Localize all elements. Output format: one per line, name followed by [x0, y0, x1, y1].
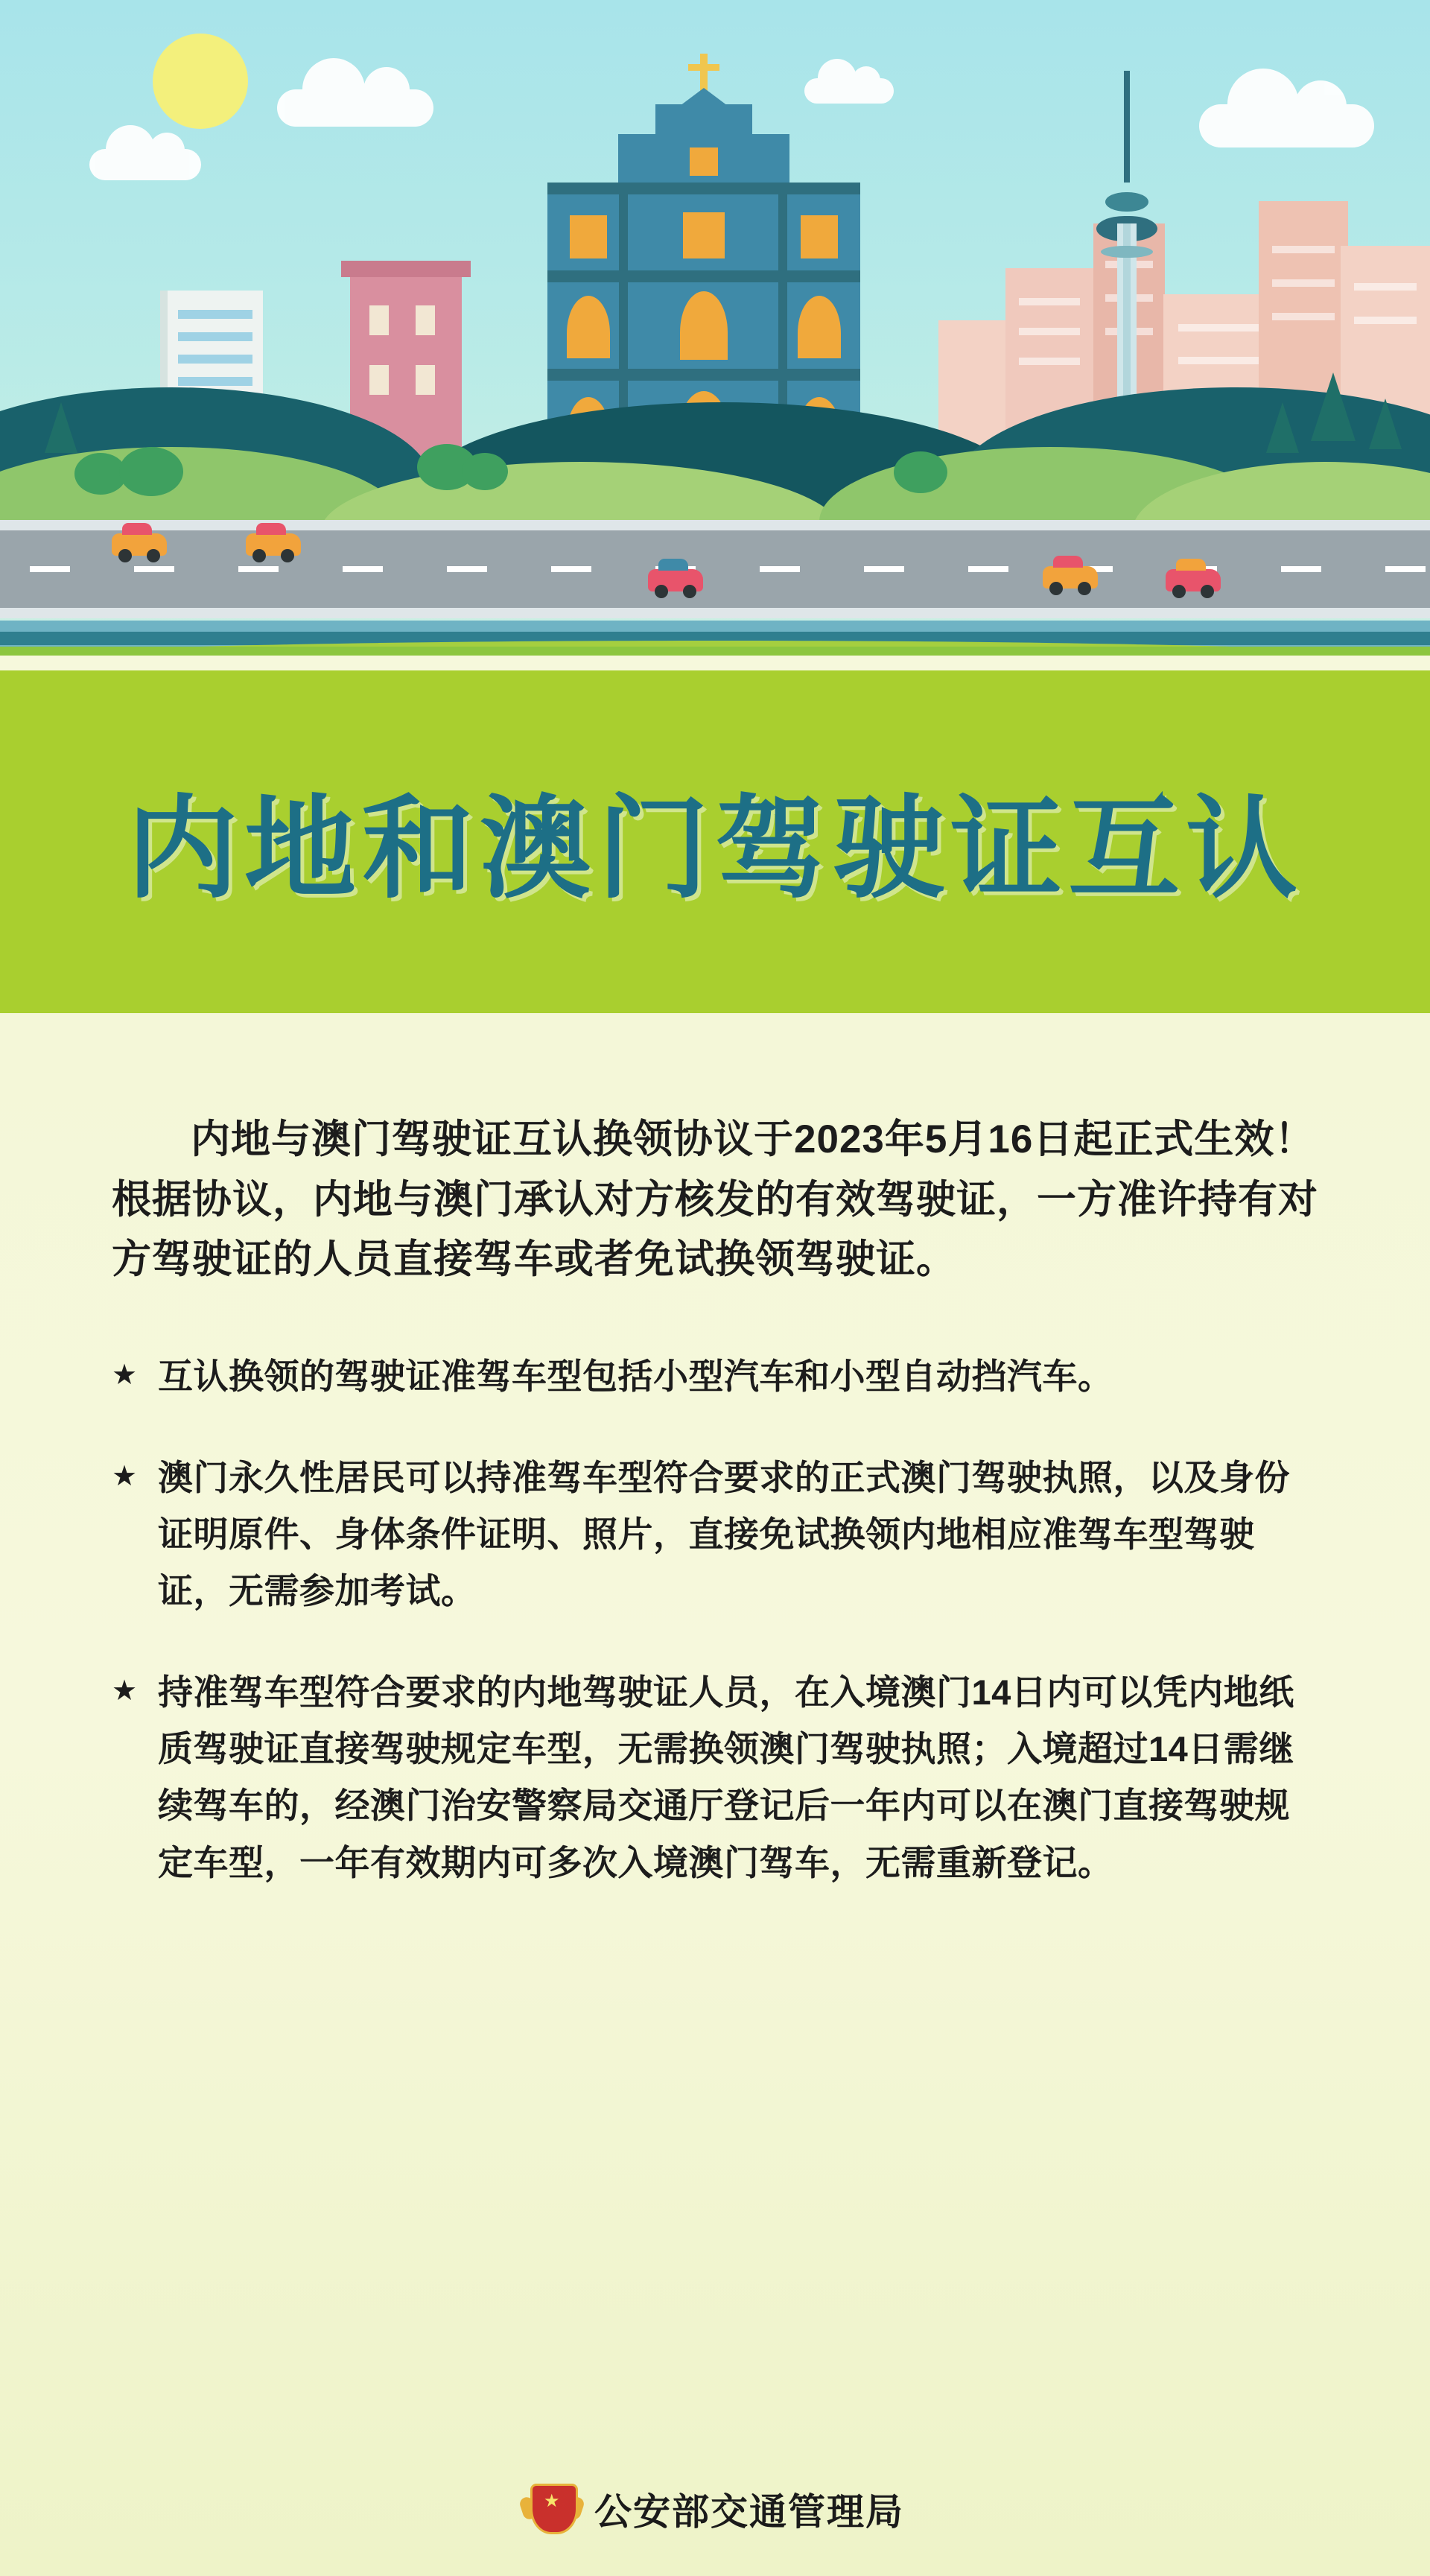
cloud-icon	[277, 89, 433, 127]
car-icon	[648, 569, 703, 591]
macau-tower-icon	[1105, 192, 1148, 212]
tree-icon	[45, 402, 77, 453]
content-area	[0, 1013, 1430, 2576]
title-band	[0, 670, 1430, 1013]
car-icon	[112, 533, 167, 556]
macau-tower-icon	[1124, 71, 1130, 183]
list-item	[112, 1664, 1318, 1891]
cross-icon	[700, 54, 708, 91]
cloud-icon	[1199, 104, 1374, 147]
police-badge-icon	[526, 2481, 578, 2537]
cloud-icon	[89, 149, 201, 180]
list-item	[112, 1450, 1318, 1619]
header-illustration	[0, 0, 1430, 656]
car-icon	[1043, 566, 1098, 589]
list-item	[112, 1348, 1318, 1405]
bush-icon	[894, 451, 947, 493]
list-item-text: 澳门永久性居民可以持准驾车型符合要求的正式澳门驾驶执照，以及身份证明原件、身体条件证明、照片，直接免试换领内地相应准驾车型驾驶证，无需参加考试。	[158, 1457, 1290, 1611]
ruins-of-st-pauls-icon	[618, 134, 789, 188]
star-bullet-icon: ★	[112, 1675, 138, 1707]
sun-icon	[153, 34, 248, 129]
list-item-text: 互认换领的驾驶证准驾车型包括小型汽车和小型自动挡汽车。	[158, 1356, 1113, 1396]
tree-icon	[1369, 399, 1402, 449]
road	[0, 520, 1430, 621]
tree-icon	[1266, 402, 1299, 453]
star-bullet-icon: ★	[112, 1460, 138, 1492]
badge-star-icon: ★	[544, 2491, 560, 2511]
page-title: 内地和澳门驾驶证互认	[126, 788, 1303, 912]
car-icon	[246, 533, 301, 556]
footer	[0, 2481, 1430, 2537]
cloud-icon	[804, 78, 894, 104]
macau-tower-icon	[1101, 246, 1153, 258]
organization-name: 公安部交通管理局	[594, 2491, 904, 2533]
star-bullet-icon: ★	[112, 1359, 138, 1391]
lead-paragraph: 内地与澳门驾驶证互认换领协议于2023年5月16日起正式生效！根据协议，内地与澳门承认对方核发的有效驾驶证，一方准许持有对方驾驶证的人员直接驾车或者免试换领驾驶证。	[112, 1117, 1318, 1282]
grass-wave	[0, 647, 1430, 656]
tree-icon	[1311, 372, 1356, 441]
car-icon	[1166, 569, 1221, 591]
bush-icon	[462, 453, 508, 490]
bush-icon	[119, 447, 183, 496]
list-item-text: 持准驾车型符合要求的内地驾驶证人员，在入境澳门14日内可以凭内地纸质驾驶证直接驾驶规定车型，无需换领澳门驾驶执照；入境超过14日需继续驾车的，经澳门治安警察局交通厅登记后一年内可以在澳门直接驾驶规定车型，一年有效期内可多次入境澳门驾车，无需重新登记。	[158, 1672, 1294, 1882]
